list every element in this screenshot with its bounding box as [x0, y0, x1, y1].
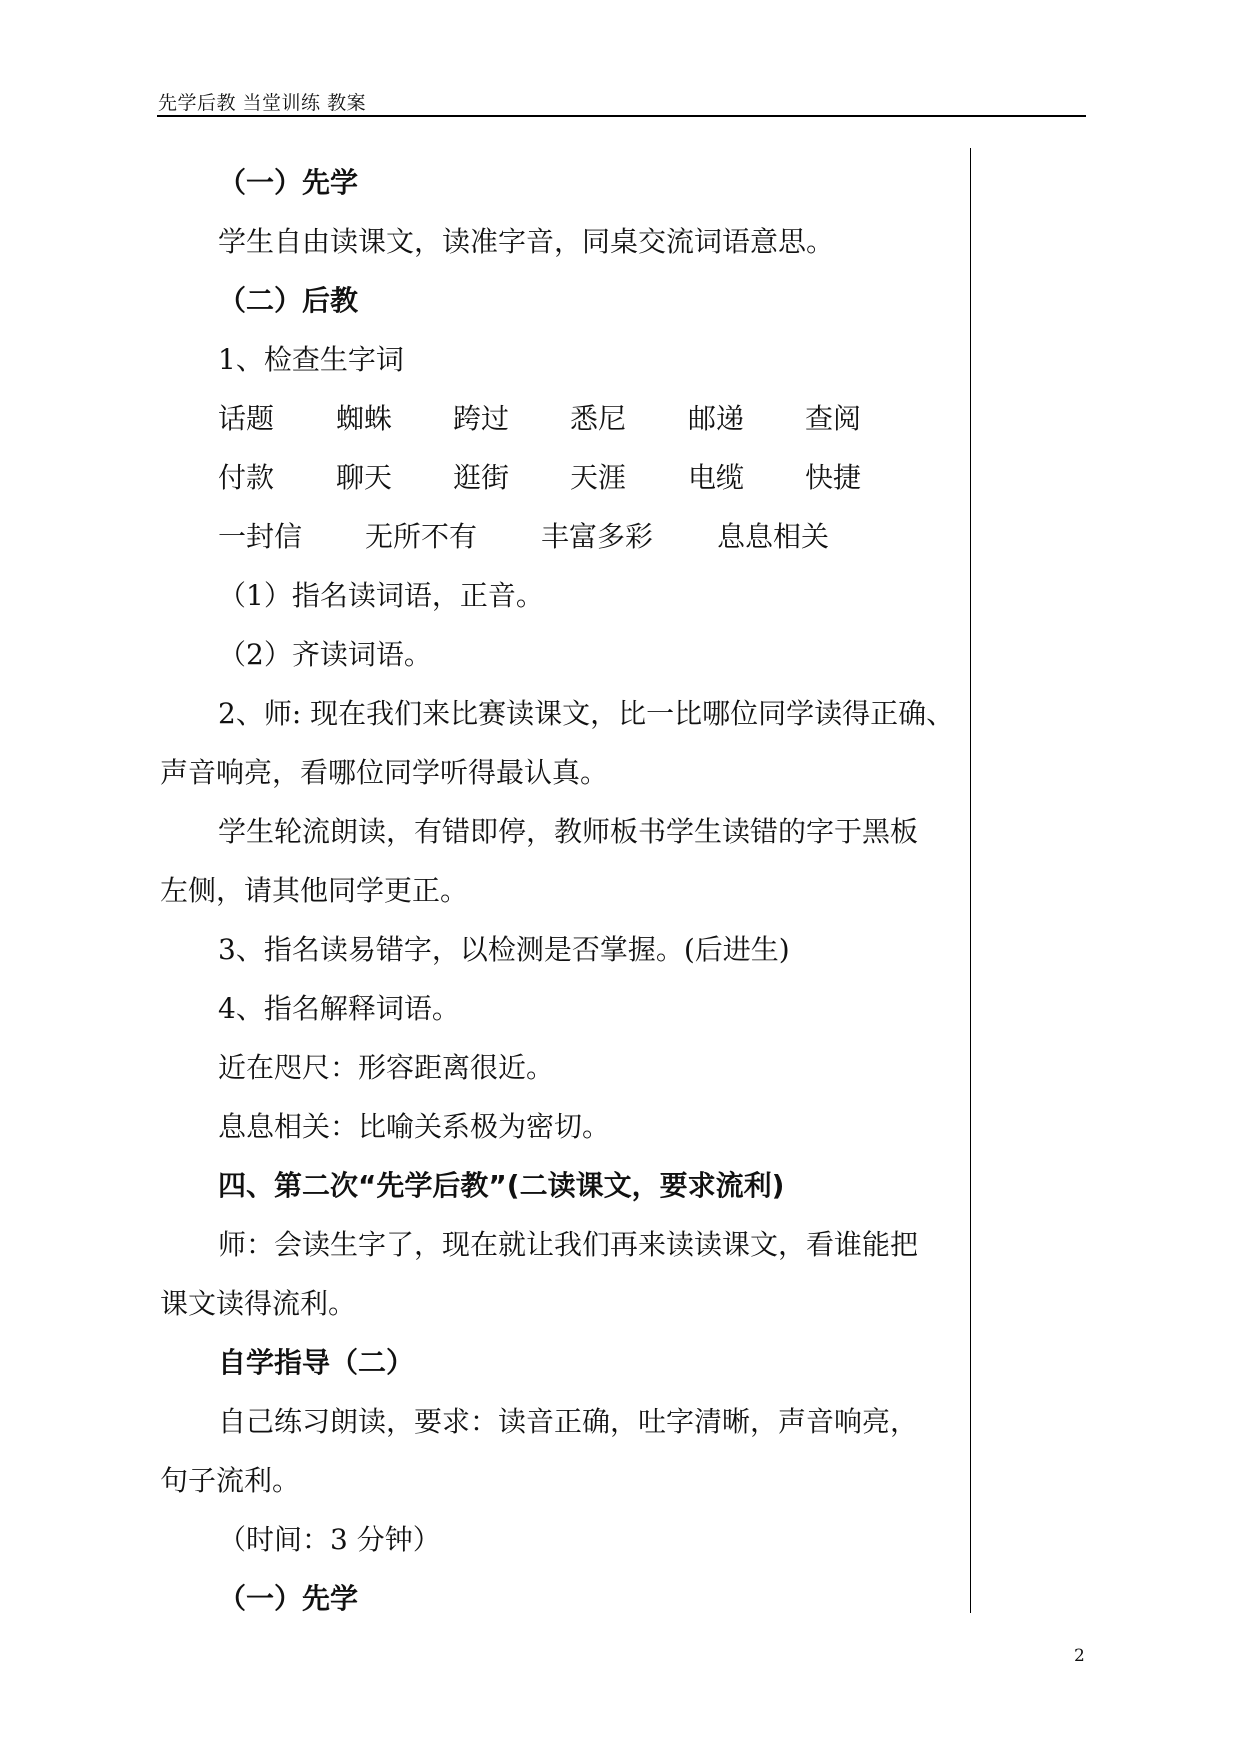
vocab-word: 无所不有: [365, 520, 478, 553]
page-number: 2: [1074, 1646, 1085, 1666]
column-divider: [970, 148, 971, 1613]
paragraph-line: 课文读得流利。: [160, 1287, 357, 1320]
paragraph-line: 声音响亮，看哪位同学听得最认真。: [160, 756, 609, 789]
header-rule: [157, 115, 1086, 117]
paragraph-line: 左侧，请其他同学更正。: [160, 874, 469, 907]
paragraph-line: 句子流利。: [160, 1464, 301, 1497]
vocab-word: 悉尼: [570, 402, 627, 435]
vocab-word: 天涯: [570, 461, 627, 494]
vocab-word: 话题: [218, 402, 275, 435]
section-heading-houjiao: （二）后教: [218, 284, 359, 317]
vocab-word: 一封信: [218, 520, 303, 553]
vocab-word: 邮递: [688, 402, 745, 435]
section-heading-xianxue-2: （一）先学: [218, 1582, 359, 1615]
list-item: 1、检查生字词: [218, 343, 404, 376]
vocab-word: 付款: [218, 461, 275, 494]
section-heading-four: 四、第二次“先学后教”(二读课文，要求流利): [218, 1169, 785, 1202]
section-heading-xianxue: （一）先学: [218, 166, 359, 199]
paragraph-line: 学生轮流朗读，有错即停，教师板书学生读错的字于黑板: [218, 815, 919, 848]
paragraph: 学生自由读课文，读准字音，同桌交流词语意思。: [218, 225, 835, 258]
vocab-word: 逛街: [453, 461, 510, 494]
document-header: 先学后教 当堂训练 教案: [158, 92, 367, 114]
definition: 息息相关：比喻关系极为密切。: [218, 1110, 611, 1143]
list-item: 4、指名解释词语。: [218, 992, 460, 1025]
vocab-word: 跨过: [453, 402, 510, 435]
vocab-word: 息息相关: [717, 520, 830, 553]
vocab-word: 丰富多彩: [541, 520, 654, 553]
vocab-word: 快捷: [805, 461, 862, 494]
paragraph-line: 自己练习朗读，要求：读音正确，吐字清晰，声音响亮，: [218, 1405, 919, 1438]
paragraph-line: 师：会读生字了，现在就让我们再来读读课文，看谁能把: [218, 1228, 919, 1261]
list-item: 3、指名读易错字，以检测是否掌握。(后进生): [218, 933, 790, 966]
paragraph-line: 2、师: 现在我们来比赛读课文，比一比哪位同学读得正确、: [218, 697, 955, 730]
sub-item: （1）指名读词语，正音。: [218, 579, 544, 612]
time-note: （时间：3 分钟）: [218, 1523, 441, 1556]
vocab-word: 聊天: [336, 461, 393, 494]
sub-item: （2）齐读词语。: [218, 638, 432, 671]
vocab-word: 蜘蛛: [336, 402, 393, 435]
definition: 近在咫尺：形容距离很近。: [218, 1051, 555, 1084]
vocab-word: 查阅: [805, 402, 862, 435]
vocab-word: 电缆: [688, 461, 745, 494]
guide-heading: 自学指导（二）: [218, 1346, 415, 1379]
